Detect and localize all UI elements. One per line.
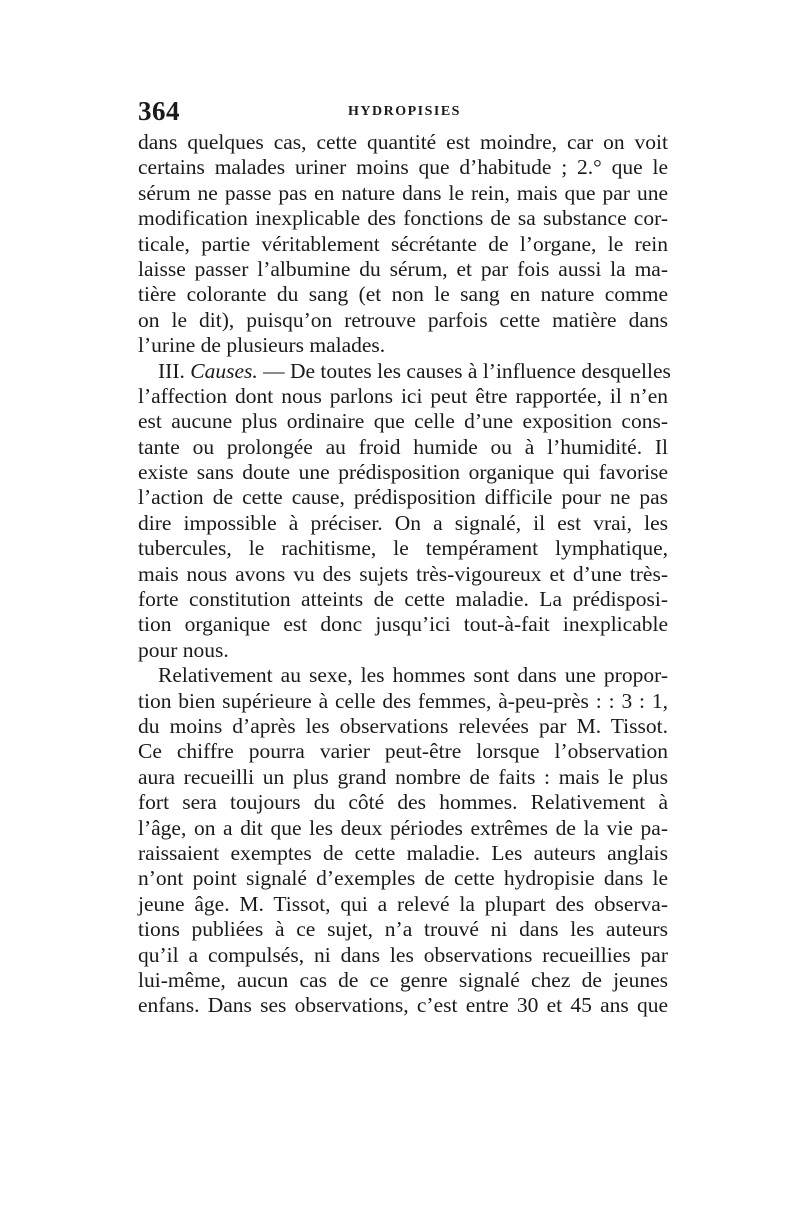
text-line: ticale, partie véritablement sécrétante de l’organe, le rein — [138, 231, 668, 256]
text-line: tante ou prolongée au froid humide ou à l’humidité. Il — [138, 434, 668, 459]
text-line: mais nous avons vu des sujets très-vigoureux et d’une très- — [138, 561, 668, 586]
section-heading-text: — De toutes les causes à l’influence desquelles — [263, 358, 671, 383]
text-line: certains malades uriner moins que d’habitude ; 2.° que le — [138, 155, 668, 180]
section-title: Causes. — [190, 358, 258, 383]
text-line: l’urine de plusieurs malades. — [138, 333, 386, 358]
text-line: l’affection dont nous parlons ici peut être rapportée, il n’en — [138, 383, 668, 408]
text-line: du moins d’après les observations relevées par M. Tissot. — [138, 713, 668, 738]
text-line: tion organique est donc jusqu’ici tout-à-fait inexplicable — [138, 612, 668, 637]
text-line: l’âge, on a dit que les deux périodes extrêmes de la vie pa- — [138, 815, 668, 840]
text-line: dans quelques cas, cette quantité est moindre, car on voit — [138, 130, 668, 154]
text-line: jeune âge. M. Tissot, qui a relevé la plupart des observa- — [138, 891, 668, 916]
paragraph-3 — [138, 663, 668, 1018]
text-line: on le dit), puisqu’on retrouve parfois cette matière dans — [138, 307, 668, 332]
text-line: est aucune plus ordinaire que celle d’une exposition cons- — [138, 409, 668, 434]
text-line: l’action de cette cause, prédisposition difficile pour ne pas — [138, 485, 668, 510]
text-line: Ce chiffre pourra varier peut-être lorsque l’observation — [138, 739, 668, 764]
text-line: sérum ne passe pas en nature dans le rein, mais que par une — [138, 180, 668, 205]
text-line: raissaient exemptes de cette maladie. Les auteurs anglais — [138, 840, 668, 865]
running-head — [138, 96, 668, 128]
text-line: forte constitution atteints de cette maladie. La prédisposi- — [138, 587, 668, 612]
text-line: Relativement au sexe, les hommes sont dans une propor- — [158, 663, 668, 688]
text-line: lui-même, aucun cas de ce genre signalé chez de jeunes — [138, 967, 668, 992]
text-line: pour nous. — [138, 637, 229, 662]
text-line: tubercules, le rachitisme, le tempérament lymphatique, — [138, 536, 668, 561]
text-line: existe sans doute une prédisposition organique qui favorise — [138, 460, 668, 485]
section-heading-line — [138, 358, 671, 384]
text-line: tière colorante du sang (et non le sang en nature comme — [138, 282, 668, 307]
text-line: laisse passer l’albumine du sérum, et par fois aussi la ma- — [138, 256, 668, 281]
text-line: aura recueilli un plus grand nombre de faits : mais le plus — [138, 764, 668, 789]
text-line: tions publiées à ce sujet, n’a trouvé ni dans les auteurs — [138, 917, 668, 942]
text-line: modification inexplicable des fonctions de sa substance cor- — [138, 206, 668, 231]
paragraph-1 — [138, 130, 668, 359]
text-line: dire impossible à préciser. On a signalé, il est vrai, les — [138, 510, 668, 535]
page-number: 364 — [138, 96, 180, 126]
text-line: tion bien supérieure à celle des femmes, à-peu-près : : 3 : 1, — [138, 688, 668, 713]
section-number: III. — [158, 358, 185, 383]
paragraph-causes — [138, 358, 671, 664]
text-line: n’ont point signalé d’exemples de cette hydropisie dans le — [138, 866, 668, 891]
body-text — [138, 130, 671, 1019]
text-line: qu’il a compulsés, ni dans les observations recueillies par — [138, 942, 668, 967]
text-line: enfans. Dans ses observations, c’est entre 30 et 45 ans que — [138, 993, 668, 1018]
text-line: fort sera toujours du côté des hommes. Relativement à — [138, 790, 668, 815]
running-title: HYDROPISIES — [348, 104, 461, 119]
